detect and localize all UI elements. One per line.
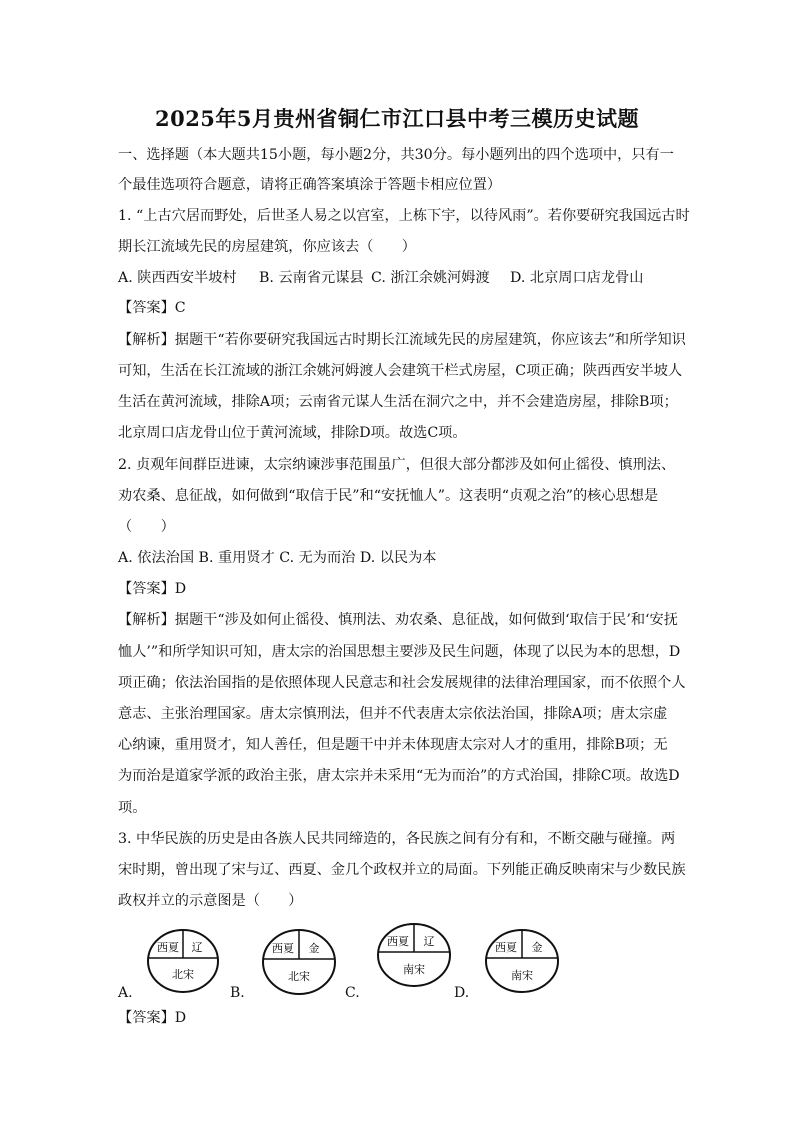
q2-analysis-line-1: 【解析】据题干“涉及如何止徭役、慎刑法、劝农桑、息征战，如何做到‘取信于民’和‘安抚 xyxy=(118,612,678,628)
q3-diagram-d-bottom: 南宋 xyxy=(511,969,533,982)
q3-diagram-a-left: 西夏 xyxy=(157,941,179,954)
q2-analysis-line-2: 恤人’”和所学知识可知，唐太宗的治国思想主要涉及民生问题，体现了以民为本的思想，D xyxy=(118,644,681,660)
q1-analysis-line-1: 【解析】据题干“若你要研究我国远古时期长江流域先民的房屋建筑，你应该去”和所学知识 xyxy=(118,332,686,348)
q3-diagram-b-bottom: 北宋 xyxy=(288,970,310,983)
q1-option-a: A. 陕西西安半坡村 xyxy=(118,270,237,286)
q3-stem-line-1: 3. 中华民族的历史是由各族人民共同缔造的，各民族之间有分有和，不断交融与碰撞。两 xyxy=(118,831,676,847)
q3-diagram-c-letter: C. xyxy=(345,985,360,1001)
q3-diagram-options xyxy=(118,928,688,1000)
q1-analysis-line-3: 生活在黄河流域，排除A项；云南省元谋人生活在洞穴之中，并不会建造房屋，排除B项； xyxy=(118,394,678,410)
section-header-line-1: 一、选择题（本大题共15小题，每小题2分，共30分。每小题列出的四个选项中，只有一 xyxy=(118,147,674,163)
q2-analysis-line-6: 为而治是道家学派的政治主张，唐太宗并未采用“无为而治”的方式治国，排除C项。故选D xyxy=(118,768,680,784)
q2-stem-line-1: 2. 贞观年间群臣进谏，太宗纳谏涉事范围虽广，但很大部分都涉及如何止徭役、慎刑法、 xyxy=(118,457,676,473)
q1-analysis-line-4: 北京周口店龙骨山位于黄河流域，排除D项。故选C项。 xyxy=(118,425,467,441)
q2-answer: 【答案】D xyxy=(118,581,187,597)
q2-analysis-line-5: 心纳谏，重用贤才，知人善任，但是题干中并未体现唐太宗对人才的重用，排除B项；无 xyxy=(118,737,668,753)
q3-diagram-b-letter: B. xyxy=(230,985,245,1001)
q2-analysis-line-4: 意志、主张治理国家。唐太宗慎刑法，但并不代表唐太宗依法治国，排除A项；唐太宗虚 xyxy=(118,706,668,722)
q2-stem-line-3: （ ） xyxy=(118,519,175,535)
q2-analysis-line-3: 项正确；依法治国指的是依照体现人民意志和社会发展规律的法律治理国家，而不依照个人 xyxy=(118,675,686,691)
q3-diagram-d xyxy=(484,928,560,994)
q3-diagram-d-left: 西夏 xyxy=(495,941,517,954)
q3-diagram-a xyxy=(146,928,220,994)
q1-option-c: C. 浙江余姚河姆渡 xyxy=(371,270,490,286)
q3-answer: 【答案】D xyxy=(118,1010,187,1026)
q3-diagram-a-bottom: 北宋 xyxy=(172,968,194,981)
section-header-line-2: 个最佳选项符合题意，请将正确答案填涂于答题卡相应位置） xyxy=(118,177,502,193)
q1-answer: 【答案】C xyxy=(118,300,186,316)
q3-diagram-a-letter: A. xyxy=(118,985,133,1001)
q3-diagram-a-right: 辽 xyxy=(191,941,203,954)
q3-diagram-b xyxy=(261,928,337,996)
q3-diagram-d-letter: D. xyxy=(454,985,470,1001)
q1-options xyxy=(118,268,688,288)
q1-option-d: D. 北京周口店龙骨山 xyxy=(510,270,644,286)
q3-stem-line-3: 政权并立的示意图是（ ） xyxy=(118,893,303,909)
q3-diagram-d-right: 金 xyxy=(531,941,543,954)
document-title: 2025年5月贵州省铜仁市江口县中考三模历史试题 xyxy=(154,106,640,131)
q3-diagram-b-right: 金 xyxy=(308,942,320,955)
q2-stem-line-2: 劝农桑、息征战，如何做到“取信于民”和“安抚恤人”。这表明“贞观之治”的核心思想是 xyxy=(118,488,659,504)
q2-options: A. 依法治国 B. 重用贤才 C. 无为而治 D. 以民为本 xyxy=(118,550,437,566)
q1-stem-line-1: 1. “上古穴居而野处，后世圣人易之以宫室，上栋下宇，以待风雨”。若你要研究我国远古时 xyxy=(118,208,690,224)
q3-stem-line-2: 宋时期，曾出现了宋与辽、西夏、金几个政权并立的局面。下列能正确反映南宋与少数民族 xyxy=(118,862,686,878)
q1-stem-line-2: 期长江流域先民的房屋建筑，你应该去（ ） xyxy=(118,239,416,255)
q1-analysis-line-2: 可知，生活在长江流域的浙江余姚河姆渡人会建筑干栏式房屋，C项正确；陕西西安半坡人 xyxy=(118,363,683,379)
q3-diagram-c-bottom: 南宋 xyxy=(403,963,425,976)
q1-option-b: B. 云南省元谋县 xyxy=(259,270,364,286)
q2-analysis-line-7: 项。 xyxy=(118,800,147,816)
q3-diagram-c-right: 辽 xyxy=(423,935,435,948)
q3-diagram-c xyxy=(376,922,452,988)
q3-diagram-c-left: 西夏 xyxy=(387,935,409,948)
q3-diagram-b-left: 西夏 xyxy=(272,942,294,955)
